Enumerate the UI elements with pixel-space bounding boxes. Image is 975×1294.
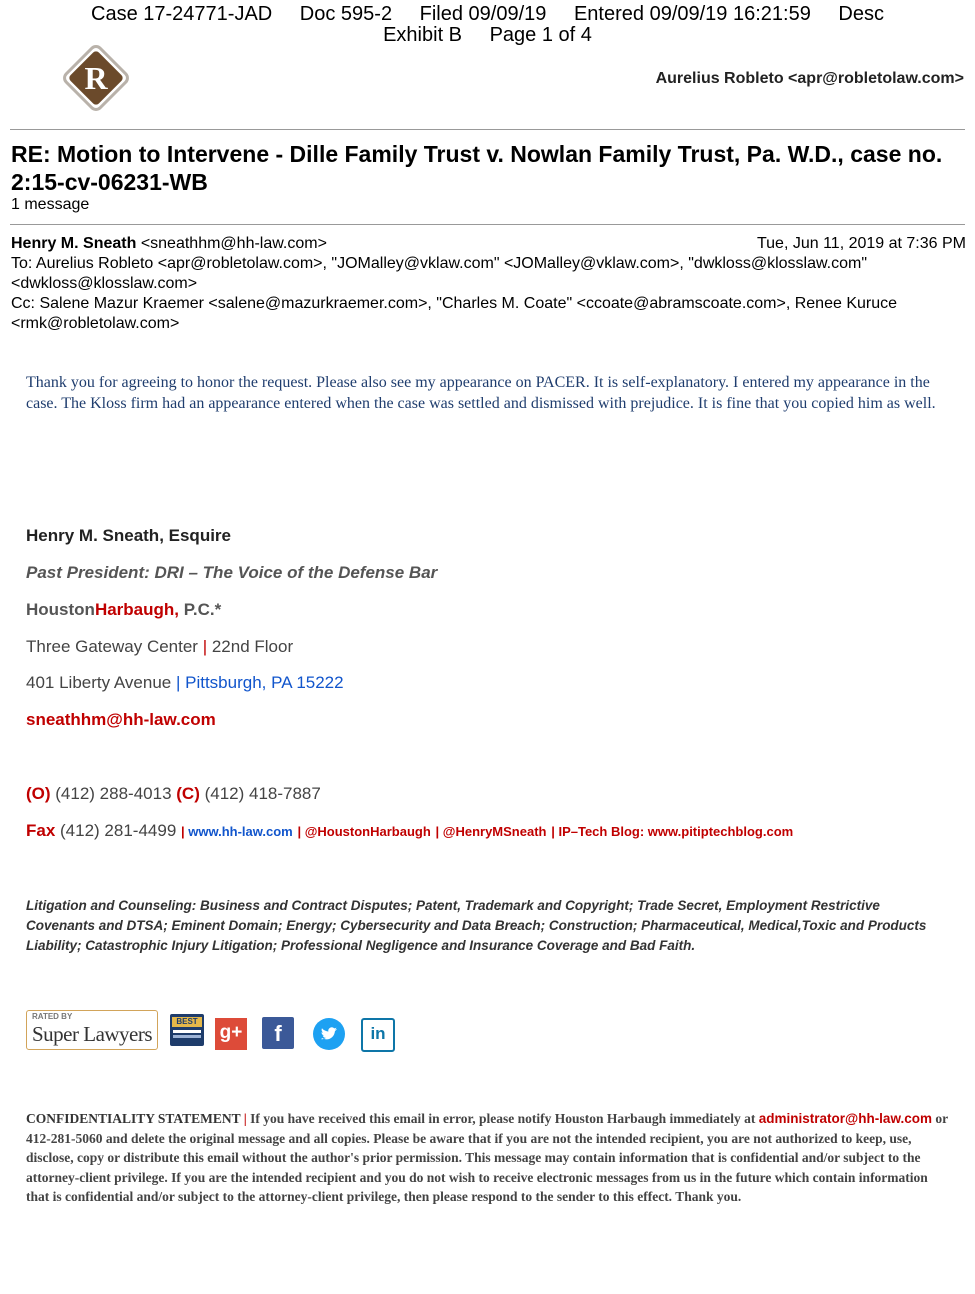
sender-email: <sneathhm@hh-law.com> [140,235,327,252]
twitter-bird-icon [313,1018,345,1050]
email-body: Thank you for agreeing to honor the request. Please also see my appearance on PACER. It is self-explanatory. I entered my appearance in the case. The Kloss firm had an appearance entered when the case was settled and dismissed with prejudice. It is fine that you copied him as well. [26,374,936,412]
phone-line [26,784,321,804]
firm-name-harbaugh: Harbaugh, [94,600,179,619]
best-label: BEST [172,1017,202,1027]
address-separator: | [202,637,208,656]
rated-by-label: RATED BY [32,1012,73,1021]
link-separator: | [181,824,189,839]
email-header [11,234,966,334]
firm-name-pc: P.C.* [179,600,222,619]
firm-name-houston: Houston [26,600,95,619]
filed-date: Filed 09/09/19 [419,3,547,25]
super-lawyers-label: Super Lawyers [32,1022,153,1046]
email-date: Tue, Jun 11, 2019 at 7:36 PM [756,235,966,252]
signature-email-link[interactable]: sneathhm@hh-law.com [26,710,216,729]
twitter-firm-link[interactable]: | @HoustonHarbaugh [297,824,431,839]
website-link[interactable]: www.hh-law.com [188,824,293,839]
twitter-icon[interactable] [313,1018,345,1050]
facebook-icon[interactable]: f [262,1017,294,1049]
entered-date: Entered 09/09/19 16:21:59 [573,3,811,25]
to-recipients: To: Aurelius Robleto <apr@robletolaw.com>, "JOMalley@vklaw.com" <JOMalley@vklaw.com>, "dwkloss@klosslaw.com" <dwkloss@klosslaw.com> [11,255,867,292]
desc-label: Desc [838,3,884,25]
office-label: (O) [26,784,51,803]
address-line-1 [26,637,293,657]
account-owner: Aurelius Robleto <apr@robletolaw.com> [655,70,964,87]
fax-line [26,821,793,841]
address-street: 401 Liberty Avenue [26,673,176,692]
title-org: DRI – The Voice of the Defense Bar [154,563,438,582]
cc-recipients: Cc: Salene Mazur Kraemer <salene@mazurkraemer.com>, "Charles M. Coate" <ccoate@abramscoate.com>, Renee Kuruce <rmk@robletolaw.com> [11,295,898,332]
blog-link[interactable]: | IP–Tech Blog: www.pitiptechblog.com [551,824,794,839]
signature-name: Henry M. Sneath, Esquire [26,526,231,545]
title-role: Past President [26,563,145,582]
fax-phone: (412) 281-4499 [55,821,181,840]
address-building: Three Gateway Center [26,637,203,656]
address-floor: 22nd Floor [207,637,294,656]
firm-name [26,600,221,620]
cell-label: (C) [176,784,200,803]
confidentiality-separator: | [240,1111,251,1126]
divider [10,129,965,130]
confidentiality-statement [26,1109,951,1207]
fax-label: Fax [26,821,56,840]
confidentiality-heading: CONFIDENTIALITY STATEMENT [26,1111,241,1126]
badge-row [26,1008,406,1052]
sender-name: Henry M. Sneath [11,235,137,252]
email-subject: RE: Motion to Intervene - Dille Family Trust v. Nowlan Family Trust, Pa. W.D., case no. 2:15-cv-06231-WB [11,141,943,195]
logo-letter: R [84,60,108,96]
exhibit-label: Exhibit B [383,24,463,46]
message-count: 1 message [11,196,90,213]
firm-logo [58,40,134,116]
administrator-email-link[interactable]: administrator@hh-law.com [758,1111,932,1126]
page-count: Page 1 of 4 [489,24,592,46]
best-lawyers-badge[interactable] [170,1014,204,1046]
court-filing-header [0,4,975,46]
address-city-link[interactable]: | Pittsburgh, PA 15222 [175,673,344,692]
title-separator: : [144,563,155,582]
twitter-personal-link[interactable]: | @HenryMSneath [435,824,547,839]
practice-areas: Litigation and Counseling: Business and Contract Disputes; Patent, Trademark and Copyright; Trade Secret, Employment Restrictive Covenants and DTSA; Eminent Domain; Energy; Cybersecurity and Data Breach; Construction; Pharmaceutical, Medical,Toxic and Products Liability; Catastrophic Injury Litigation; Professional Negligence and Insurance Coverage and Bad Faith. [26,898,927,953]
super-lawyers-badge[interactable] [26,1010,158,1050]
office-phone: (412) 288-4013 [50,784,177,803]
divider [10,224,965,225]
doc-number: Doc 595-2 [299,3,393,25]
signature-title [26,563,437,583]
google-plus-icon[interactable]: g+ [215,1018,247,1050]
linkedin-icon[interactable]: in [361,1018,395,1052]
case-number: Case 17-24771-JAD [91,3,273,25]
confidentiality-text-2: or 412-281-5060 and delete the original message and all copies. Please be aware that if you are not the intended recipient, you are not authorized to keep, use, disclose, copy or distribute this email without the author's prior permission. This message may contain information that is confidential and/or subject to the attorney-client privilege. If you are the intended recipient and you do not wish to receive electronic messages from us in the future which contain information that is confidential and/or subject to the attorney-client privilege, then please respond to the sender to this effect. Thank you. [26,1111,948,1205]
address-line-2 [26,673,344,693]
cell-phone: (412) 418-7887 [199,784,321,803]
confidentiality-text-1: If you have received this email in error, please notify Houston Harbaugh immediately at [250,1111,759,1126]
